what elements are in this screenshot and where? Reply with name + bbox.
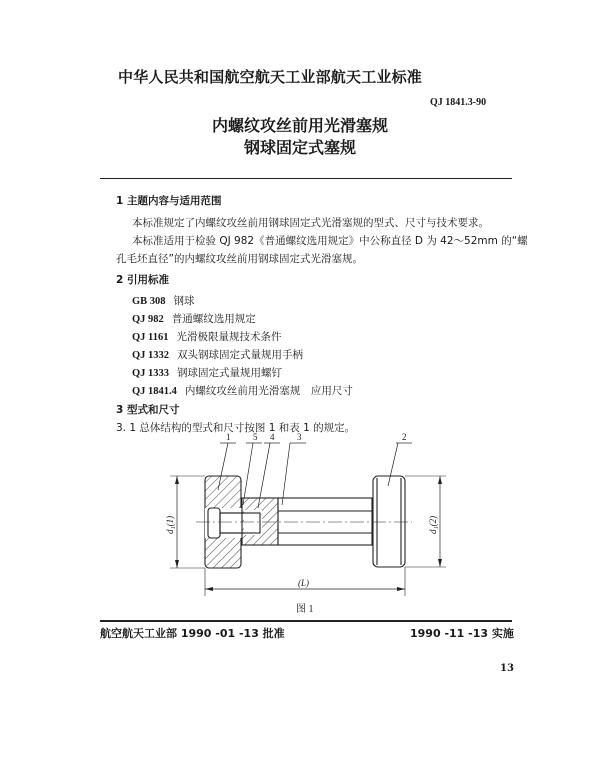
dimension-d1-1: d₁(1) (165, 515, 175, 534)
part-label-3: 3 (297, 432, 302, 442)
reference-code: QJ 982 (132, 314, 164, 325)
paragraph: 本标准适用于检验 QJ 982《普通螺纹选用规定》中公称直径 D 为 42～52mm 的“螺 (132, 235, 528, 247)
reference-title: 普通螺纹选用规定 (171, 313, 256, 325)
handle-body (278, 498, 372, 545)
reference-code: QJ 1333 (132, 368, 170, 379)
section-2-heading: 2 引用标准 (116, 274, 169, 286)
reference-code: QJ 1161 (132, 332, 169, 343)
part-label-1: 1 (226, 432, 231, 442)
standard-code: QJ 1841.3-90 (430, 97, 487, 108)
reference-title: 钢球 (173, 295, 195, 307)
page-number: 13 (500, 663, 514, 674)
dimension-length: (L) (298, 578, 309, 588)
document-subtitle: 钢球固定式塞规 (243, 138, 356, 157)
subsection-3-1: 3. 1 总体结构的型式和尺寸按图 1 和表 1 的规定。 (116, 422, 356, 434)
document-title: 内螺纹攻丝前用光滑塞规 (211, 116, 388, 135)
part-label-5: 5 (253, 432, 258, 442)
figure-caption: 图 1 (296, 604, 314, 615)
reference-title: 钢球固定式量规用螺钉 (177, 367, 283, 379)
part-label-4: 4 (270, 432, 275, 442)
section-1-heading: 1 主题内容与适用范围 (116, 195, 222, 207)
issuer-heading: 中华人民共和国航空航天工业部航天工业标准 (118, 68, 423, 86)
steel-ball-right (373, 476, 405, 567)
reference-title: 光滑极限量规技术条件 (176, 331, 282, 343)
effective-date: 1990 -11 -13 实施 (410, 627, 514, 640)
reference-title: 内螺纹攻丝前用光滑塞规 应用尺寸 (184, 385, 353, 397)
part-label-2: 2 (402, 432, 407, 442)
dimension-d1-2: d₁(2) (428, 515, 438, 534)
reference-code: GB 308 (132, 296, 166, 307)
section-3-heading: 3 型式和尺寸 (116, 404, 180, 416)
reference-code: QJ 1332 (132, 350, 170, 361)
approval-date: 航空航天工业部 1990 -01 -13 批准 (100, 627, 285, 640)
paragraph: 本标准规定了内螺纹攻丝前用钢球固定式光滑塞规的型式、尺寸与技术要求。 (132, 217, 489, 229)
reference-title: 双头钢球固定式量规用手柄 (177, 349, 304, 361)
footer-divider (100, 620, 512, 622)
paragraph: 孔毛坯直径”的内螺纹攻丝前用钢球固定式光滑塞规。 (116, 253, 363, 265)
reference-code: QJ 1841.4 (132, 386, 177, 397)
